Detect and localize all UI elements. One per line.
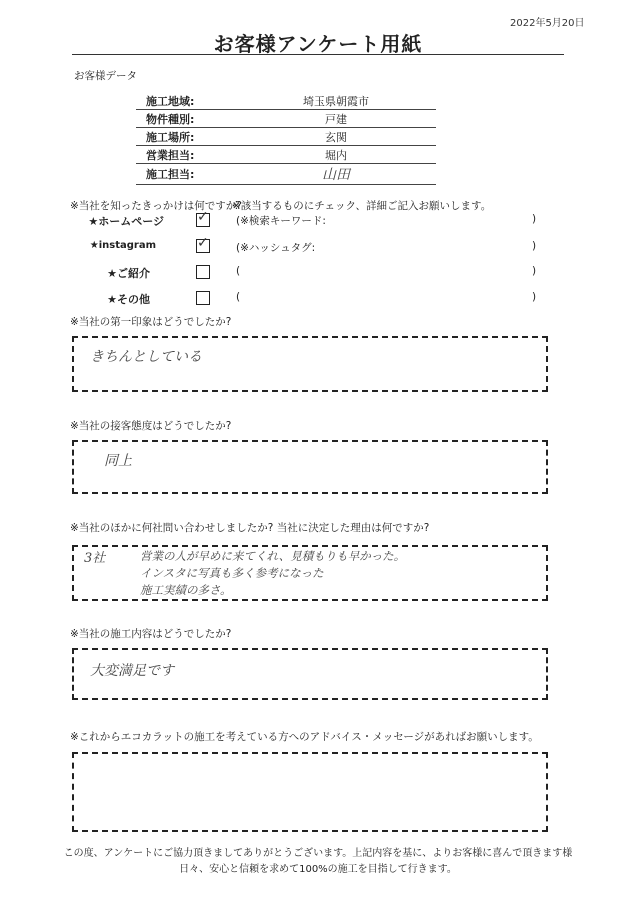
info-value-handwritten: 山田 [236, 164, 436, 185]
option-close-paren: ) [532, 265, 537, 277]
option-close-paren: ) [532, 240, 537, 252]
option-other-label: ★その他 [107, 293, 150, 306]
q3-reason-line: 施工実績の多さ。 [140, 583, 232, 597]
q3-answer-box[interactable] [72, 545, 548, 601]
info-value: 埼玉県朝霞市 [236, 92, 436, 110]
q2-answer: 同上 [104, 453, 132, 469]
survey-date: 2022年5月20日 [510, 18, 585, 29]
option-close-paren: ) [532, 291, 537, 303]
info-row-type [136, 110, 436, 128]
info-row-area [136, 92, 436, 110]
info-label: 施工担当: [136, 164, 236, 185]
info-label: 物件種別: [136, 110, 236, 128]
info-value: 戸建 [236, 110, 436, 128]
option-referral-label: ★ご紹介 [107, 267, 150, 280]
info-label: 施工場所: [136, 128, 236, 146]
option-referral-detail: ( [236, 265, 241, 277]
q1-answer-box[interactable] [72, 336, 548, 392]
info-row-installer [136, 164, 436, 185]
q3-count: 3社 [84, 551, 106, 566]
customer-data-label: お客様データ [74, 70, 137, 82]
source-question: ※当社を知ったきっかけは何ですか? [70, 200, 242, 212]
info-label: 施工地域: [136, 92, 236, 110]
q2-answer-box[interactable] [72, 440, 548, 494]
info-row-sales [136, 146, 436, 164]
customer-info-table [136, 92, 436, 185]
q2-question: ※当社の接客態度はどうでしたか? [70, 420, 232, 432]
info-value: 玄関 [236, 128, 436, 146]
q1-answer: きちんとしている [90, 349, 202, 365]
q4-answer: 大変満足です [90, 663, 174, 679]
footer-line-2: 日々、安心と信頼を求めて100%の施工を目指して行きます。 [179, 864, 457, 875]
option-referral-checkbox[interactable] [196, 265, 210, 279]
source-instruction: ※該当するものにチェック、詳細ご記入お願いします。 [232, 200, 492, 212]
page-title: お客様アンケート用紙 [213, 32, 423, 56]
option-close-paren: ) [532, 213, 537, 225]
q5-answer-box[interactable] [72, 752, 548, 832]
option-other-checkbox[interactable] [196, 291, 210, 305]
info-label: 営業担当: [136, 146, 236, 164]
option-homepage-label: ★ホームページ [88, 215, 164, 228]
title-underline [72, 54, 564, 55]
option-instagram-label: ★instagram [89, 240, 156, 251]
q4-question: ※当社の施工内容はどうでしたか? [70, 628, 232, 640]
q4-answer-box[interactable] [72, 648, 548, 700]
info-row-place [136, 128, 436, 146]
option-instagram-detail: (※ハッシュタグ: [236, 242, 316, 254]
q3-reason-line: インスタに写真も多く参考になった [140, 566, 324, 580]
option-homepage-detail: (※検索キーワード: [236, 215, 326, 227]
q5-question: ※これからエコカラットの施工を考えている方へのアドバイス・メッセージがあればお願いします。 [70, 731, 539, 743]
option-homepage-checkbox[interactable]: ✓ [197, 209, 209, 225]
q1-question: ※当社の第一印象はどうでしたか? [70, 316, 232, 328]
q3-reason-line: 営業の人が早めに来てくれ、見積もりも早かった。 [140, 549, 406, 563]
footer-line-1: この度、アンケートにご協力頂きましてありがとうございます。上記内容を基に、よりお客様に喜んで頂きます様 [63, 848, 573, 859]
option-instagram-checkbox[interactable]: ✓ [197, 235, 209, 251]
option-other-detail: ( [236, 291, 241, 303]
info-value: 堀内 [236, 146, 436, 164]
q3-question: ※当社のほかに何社問い合わせしましたか? 当社に決定した理由は何ですか? [70, 522, 430, 534]
